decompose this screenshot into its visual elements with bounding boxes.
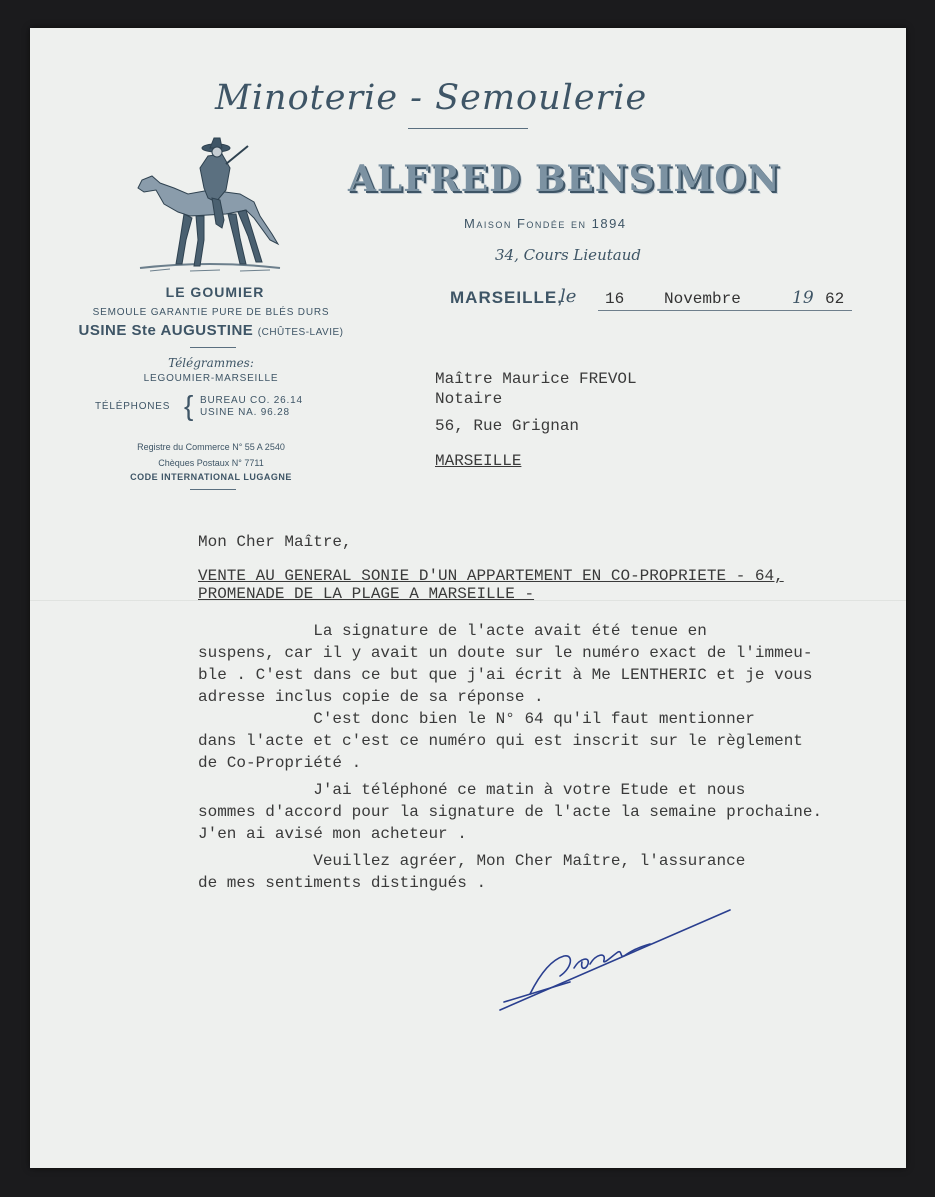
street-address: 34, Cours Lieutaud <box>495 246 641 264</box>
letterhead-headline: Minoterie - Semoulerie <box>215 78 648 118</box>
brand-name: LE GOUMIER <box>165 284 265 300</box>
city-label: MARSEILLE, <box>450 288 563 307</box>
recipient-street: 56, Rue Grignan <box>435 417 580 435</box>
commerce-register: Registre du Commerce N° 55 A 2540 <box>137 442 285 452</box>
date-day: 16 <box>605 290 625 308</box>
postal-cheques: Chèques Postaux N° 7711 <box>158 458 264 468</box>
date-year-suffix: 62 <box>825 290 845 308</box>
founded-year: Maison Fondée en 1894 <box>464 216 627 231</box>
recipient-city: MARSEILLE <box>435 452 522 470</box>
telegram-address: LEGOUMIER-MARSEILLE <box>143 373 279 384</box>
brace-glyph: { <box>184 390 194 421</box>
recipient-name: Maître Maurice FREVOL <box>435 370 637 388</box>
telephones-label: TÉLÉPHONES <box>95 401 171 412</box>
phone-usine: USINE NA. 96.28 <box>200 407 290 418</box>
telegraph-code: CODE INTERNATIONAL LUGAGNE <box>130 472 292 482</box>
divider <box>190 489 236 490</box>
divider <box>408 128 528 129</box>
subject-line-2: PROMENADE DE LA PLAGE A MARSEILLE - <box>198 585 535 603</box>
paragraph-3: J'ai téléphoné ce matin à votre Etude et nous sommes d'accord pour la signature de l'acte la semaine prochaine. J'en ai avisé mon acheteur . <box>198 781 823 843</box>
salutation: Mon Cher Maître, <box>198 533 352 551</box>
paragraph-2: C'est donc bien le N° 64 qu'il faut mentionner dans l'acte et c'est ce numéro qui est inscrit sur le règlement de Co-Propriété . <box>198 710 803 772</box>
date-month: Novembre <box>664 290 741 308</box>
handwritten-signature <box>490 898 740 1018</box>
letter-sheet <box>30 28 906 1168</box>
paragraph-1: La signature de l'acte avait été tenue en suspens, car il y avait un doute sur le numéro exact de l'immeu- ble . C'est dans ce but que j'ai écrit à Me LENTHERIC et je vous adresse inclus copie de sa réponse . <box>198 622 813 706</box>
divider <box>190 347 236 348</box>
paragraph-4: Veuillez agréer, Mon Cher Maître, l'assurance de mes sentiments distingués . <box>198 852 746 892</box>
subject-line-1: VENTE AU GENERAL SONIE D'UN APPARTEMENT EN CO-PROPRIETE - 64, <box>198 567 784 585</box>
factory-name: USINE Ste AUGUSTINE <box>78 322 254 339</box>
telegram-title: Télégrammes: <box>168 356 254 370</box>
product-tagline: SEMOULE GARANTIE PURE DE BLÉS DURS <box>92 307 330 318</box>
date-prefix: le <box>560 286 577 307</box>
phone-bureau: BUREAU CO. 26.14 <box>200 395 303 406</box>
company-name: ALFRED BENSIMON <box>348 158 781 200</box>
recipient-title: Notaire <box>435 390 503 408</box>
factory-location: (CHÛTES-LAVIE) <box>257 327 344 338</box>
factory-line <box>68 322 354 340</box>
date-year-prefix: 19 <box>792 288 814 308</box>
horse-rider-illustration <box>130 128 290 278</box>
